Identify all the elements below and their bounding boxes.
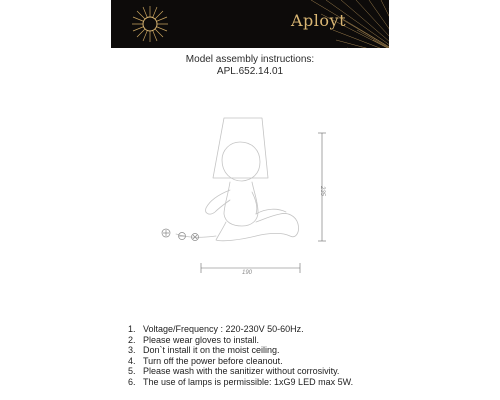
instruction-text: Don`t install it on the moist ceiling. — [143, 345, 280, 356]
instruction-item — [128, 366, 488, 377]
width-label: 190 — [242, 270, 253, 276]
instruction-number: 4. — [128, 355, 136, 366]
instruction-item — [128, 345, 488, 356]
instruction-text: Voltage/Frequency : 220-230V 50-60Hz. — [143, 324, 304, 334]
instruction-item — [128, 356, 488, 367]
model-code: APL.652.14.01 — [216, 66, 284, 77]
instruction-item — [128, 324, 488, 335]
instruction-text: Turn off the power before cleanout. — [143, 355, 283, 366]
instruction-number: 2. — [128, 334, 136, 345]
bear-head-shape — [222, 142, 260, 181]
bear-left-arm-shape — [206, 190, 230, 214]
instruction-text: The use of lamps is permissible: 1xG9 LED max 5W. — [143, 376, 354, 387]
instruction-number: 6. — [128, 376, 136, 387]
bear-right-arm-shape — [252, 192, 257, 214]
bear-right-leg-shape — [256, 209, 286, 214]
lamp-shade-shape — [213, 118, 268, 178]
instruction-number: 1. — [128, 324, 136, 334]
document-title: Model assembly instructions: — [185, 54, 315, 65]
instruction-item — [128, 335, 488, 346]
height-label: 235 — [319, 186, 325, 197]
bear-body-shape — [224, 182, 258, 226]
instruction-item — [128, 377, 488, 388]
brand-logo-text: Aployt — [291, 11, 347, 30]
instruction-text: Please wash with the sanitizer without corrosivity. — [143, 366, 340, 377]
instruction-text: Please wear gloves to install. — [143, 334, 260, 345]
instruction-number: 3. — [128, 345, 136, 356]
instructions-list — [128, 324, 488, 388]
instruction-number: 5. — [128, 366, 136, 377]
